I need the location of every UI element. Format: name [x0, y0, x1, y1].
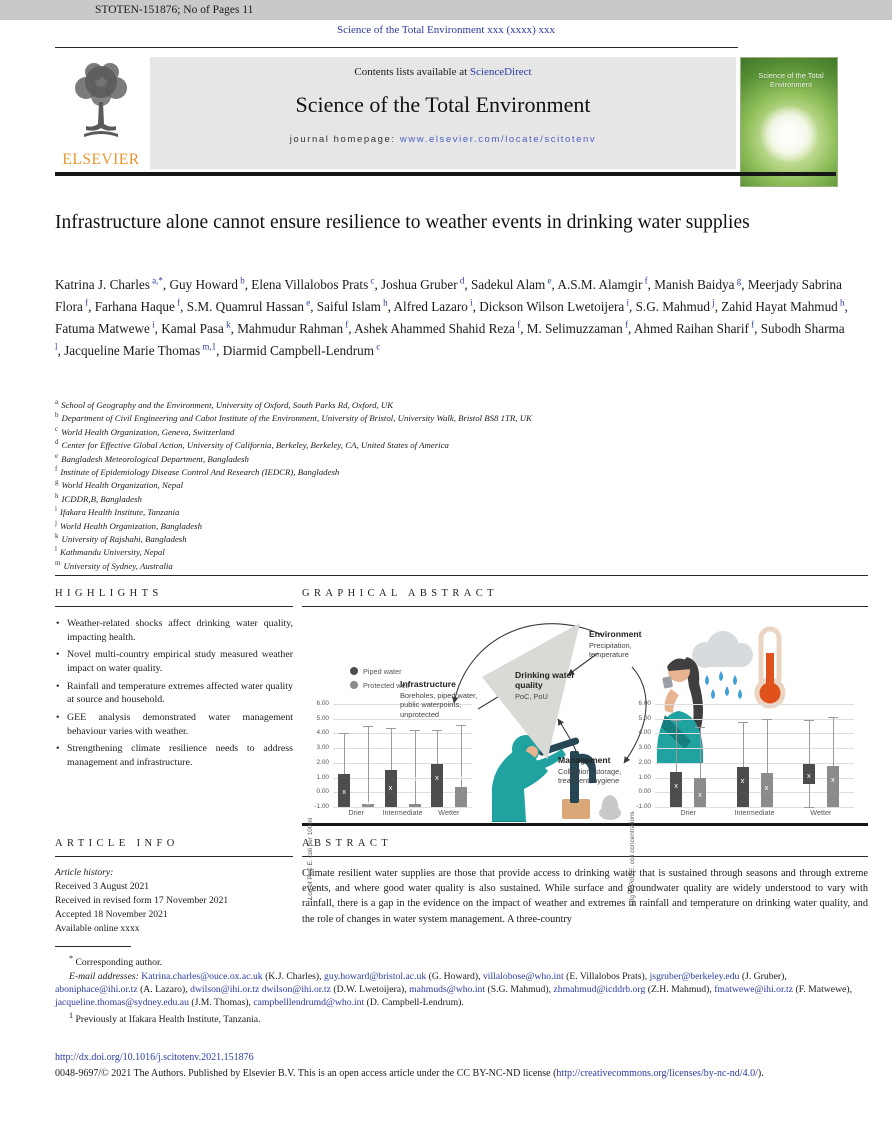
affiliation: $^d$ Center for Effective Global Action, University of California, Berkeley, Berkeley, CA, United States of America [55, 438, 449, 451]
rain-cloud-icon [692, 631, 753, 699]
footnote-rule [55, 946, 131, 947]
running-head-text: STOTEN-151876; No of Pages 11 [95, 4, 254, 16]
author: Diarmid Campbell-Lendrum $^c$ [222, 341, 381, 358]
article-info-heading: ARTICLE INFO [55, 838, 293, 857]
email-addresses: E-mail addresses: Katrina.charles@ouce.ox.ac.uk (K.J. Charles), guy.howard@bristol.ac.uk (G. Howard), villalobose@who.int (E. Villalobos Prats), jsgruber@berkeley.edu (J. Gruber), aboniphace@ihi.or.tz (A. Lazaro), dwilson@ihi.or.tz dwilson@ihi.or.tz (D.W. Lwetoijera), mahmuds@who.int (S.G. Mahmud), zhmahmud@icddrb.org (Z.H. Mahmud), fmatwewe@ihi.or.tz (F. Matwewe), jacqueline.thomas@sydney.edu.au (J.M. Thomas), campbelllendrumd@who.int (D. Campbell-Lendrum). [55, 970, 853, 1009]
article-history-label: Article history: [55, 867, 114, 878]
cover-title: Science of the Total Environment [758, 71, 824, 89]
affiliation: $^e$ Bangladesh Meteorological Department, Bangladesh [55, 451, 249, 464]
homepage-line [150, 134, 736, 145]
legend-dot-icon [350, 681, 358, 689]
elsevier-logo [55, 58, 147, 170]
author: Katrina J. Charles $^{a,*}$, [55, 276, 170, 293]
email-link[interactable]: fmatwewe@ihi.or.tz [714, 983, 794, 995]
author: Alfred Lazaro $^i$, [393, 297, 480, 315]
article-history [55, 866, 293, 936]
author: Mahmudur Rahman $^f$, [237, 319, 355, 336]
highlights-heading: HIGHLIGHTS [55, 588, 293, 607]
chart-legend [350, 667, 409, 695]
email-link[interactable]: zhmahmud@icddrb.org [553, 983, 646, 995]
poc-boxplot-chart: Log of PoC E. coli per 100ml 6.00 5.00 4.00 3.00 2.00 1.00 0.00 -1.00 Drier x x Intermediate x x Wetter x x [306, 700, 476, 820]
author: Saiful Islam $^h$, [316, 297, 394, 315]
history-item: Received in revised form 17 November 2021 [55, 894, 229, 906]
elsevier-wordmark: ELSEVIER [62, 151, 140, 168]
cover-art-blob [759, 106, 819, 162]
affiliation: $^f$ Institute of Epidemiology Disease Control And Research (IEDCR), Bangladesh [55, 465, 340, 477]
highlight-item: • Rainfall and temperature extremes affected water quality at source and household. [67, 680, 293, 707]
highlights-list [55, 617, 293, 770]
email-link[interactable]: campbelllendrumd@who.int [253, 997, 365, 1009]
abstract-rule [302, 823, 868, 826]
email-link[interactable]: aboniphace@ihi.or.tz [55, 983, 138, 995]
legend-dot-icon [350, 667, 358, 675]
email-link[interactable]: jacqueline.thomas@sydney.edu.au [55, 997, 189, 1009]
affiliation: $^j$ World Health Organization, Bangladesh [55, 518, 203, 531]
copyright-text: 0048-9697/© 2021 The Authors. Published by Elsevier B.V. This is an open access article under the CC BY-NC-ND license ( [55, 1068, 557, 1079]
pou-boxplot-chart: Log of PoU E. coli concentrations 6.00 5.00 4.00 3.00 2.00 1.00 0.00 -1.00 Drier x x Intermediate x x Wetter x x [628, 700, 858, 820]
affiliation-list [55, 398, 835, 572]
infrastructure-label [400, 679, 492, 719]
affiliation: $^a$ School of Geography and the Environment, University of Oxford, South Parks Rd, Oxford, UK [55, 398, 394, 410]
homepage-link[interactable]: www.elsevier.com/locate/scitotenv [399, 134, 597, 145]
corresponding-author-note: * Corresponding author. [69, 954, 163, 969]
history-item: Accepted 18 November 2021 [55, 908, 168, 920]
highlight-item: • Novel multi-country empirical study measured weather impact on water quality. [67, 648, 293, 675]
infrastructure-sub: Boreholes, piped water, public waterpoints, unprotected [400, 691, 478, 719]
email-link[interactable]: guy.howard@bristol.ac.uk [324, 970, 427, 982]
author: Meerjady Sabrina Flora $^f$, [55, 277, 842, 315]
homepage-prefix: journal homepage: [289, 134, 400, 145]
contents-line [150, 66, 736, 78]
author-list [55, 274, 850, 361]
author: Guy Howard $^b$, [169, 276, 252, 293]
author: Fatuma Matwewe $^i$, [55, 319, 162, 336]
highlight-item: • GEE analysis demonstrated water management behaviour varies with weather. [67, 711, 293, 738]
article-info-section [55, 838, 293, 936]
management-label [558, 755, 653, 786]
section-divider [55, 575, 868, 576]
infrastructure-title: Infrastructure [400, 679, 456, 689]
footnote-1-marker: 1 [69, 1010, 74, 1020]
elsevier-tree-icon [64, 58, 138, 144]
management-title: Management [558, 755, 611, 765]
abstract-heading: ABSTRACT [302, 838, 868, 857]
email-label: E-mail addresses: [69, 970, 139, 982]
journal-banner [150, 57, 736, 169]
journal-cover-thumbnail [740, 57, 838, 187]
asterisk: * [69, 954, 74, 963]
footnote-1: $^1$ Previously at Ifakara Health Institute, Tanzania. [69, 1010, 261, 1025]
thermometer-icon [757, 629, 783, 706]
affiliation: $^k$ University of Rajshahi, Bangladesh [55, 532, 187, 544]
graphical-abstract-heading: GRAPHICAL ABSTRACT [302, 588, 868, 607]
legend-item: Piped water [350, 667, 409, 676]
email-link[interactable]: jsgruber@berkeley.edu [649, 970, 740, 982]
history-item: Received 3 August 2021 [55, 880, 150, 892]
affiliation: $^m$ University of Sydney, Australia [55, 558, 173, 571]
dwq-title: Drinking water quality [515, 670, 575, 690]
affiliation: $^l$ Kathmandu University, Nepal [55, 545, 165, 558]
affiliation: $^h$ ICDDR,B, Bangladesh [55, 491, 142, 504]
author: Zahid Hayat Mahmud $^h$, [721, 297, 848, 315]
management-sub: Collection, storage, treatment, hygiene [558, 767, 622, 786]
banner-rule [55, 172, 836, 176]
author: S.M. Quamrul Hassan $^e$, [186, 297, 317, 315]
journal-title: Science of the Total Environment [295, 92, 591, 117]
author: Kamal Pasa $^k$, [161, 319, 238, 336]
dwq-sub: PoC, PoU [515, 692, 548, 701]
environment-sub: Precipitation, temperature [589, 641, 632, 660]
email-link[interactable]: mahmuds@who.int [409, 983, 486, 995]
author: Dickson Wilson Lwetoijera $^i$, [479, 297, 636, 315]
citation-line[interactable]: Science of the Total Environment xxx (xxxx) xxx [336, 24, 556, 36]
author: S.G. Mahmud $^j$, [635, 297, 722, 315]
running-head-bar [0, 0, 892, 20]
drinking-water-quality-label [515, 670, 595, 701]
license-link[interactable]: http://creativecommons.org/licenses/by-nc-nd/4.0/ [556, 1068, 758, 1079]
copyright-line: 0048-9697/© 2021 The Authors. Published by Elsevier B.V. This is an open access article under the CC BY-NC-ND license (http://creativecommons.org/licenses/by-nc-nd/4.0/). [55, 1068, 764, 1079]
environment-label [589, 629, 667, 660]
article-history-list [55, 880, 293, 936]
affiliation: $^g$ World Health Organization, Nepal [55, 478, 184, 491]
history-item: Available online xxxx [55, 922, 140, 934]
author: A.S.M. Alamgir $^f$, [557, 276, 655, 293]
abstract-section [302, 838, 868, 927]
author: M. Selimuzzaman $^f$, [526, 319, 634, 336]
author: Elena Villalobos Prats $^c$, [251, 276, 382, 293]
email-link[interactable]: dwilson@ihi.or.tz dwilson@ihi.or.tz [190, 983, 331, 995]
abstract-text: Climate resilient water supplies are those that provide access to drinking water that is sustained through seasons and through extreme events, and where good water quality is also sustained. While surface and groundwater quality are widely understood to vary with rainfall, there is a gap in the evidence on the impact of weather and extremes in rainfall and temperature on drinking water quality, and the role of changes in water system management. A three-country [302, 868, 868, 925]
author: Joshua Gruber $^d$, [381, 276, 471, 293]
contents-prefix: Contents lists available at [354, 66, 470, 78]
email-link[interactable]: villalobose@who.int [482, 970, 564, 982]
author: Sadekul Alam $^e$, [470, 276, 558, 293]
doi-link[interactable]: http://dx.doi.org/10.1016/j.scitotenv.2021.151876 [55, 1052, 254, 1063]
author: Farhana Haque $^f$, [94, 297, 187, 315]
author: Subodh Sharma $^l$, [55, 320, 845, 358]
header-rule [55, 47, 738, 48]
footnotes [55, 953, 868, 1026]
affiliation: $^i$ Ifakara Health Institute, Tanzania [55, 505, 180, 518]
author: Jacqueline Marie Thomas $^{m,1}$, [64, 341, 223, 358]
legend-item: Protected well [350, 681, 409, 690]
sciencedirect-link[interactable]: ScienceDirect [469, 66, 532, 78]
email-link[interactable]: Katrina.charles@ouce.ox.ac.uk [141, 970, 263, 982]
highlight-item: • Weather-related shocks affect drinking water quality, impacting health. [67, 617, 293, 644]
highlight-item: • Strengthening climate resilience needs to address management and infrastructure. [67, 742, 293, 769]
author: Manish Baidya $^g$, [654, 276, 748, 293]
affiliation: $^c$ World Health Organization, Geneva, Switzerland [55, 424, 235, 437]
author: Ashek Ahammed Shahid Reza $^f$, [354, 319, 527, 336]
article-title: Infrastructure alone cannot ensure resilience to weather events in drinking water supplies [55, 212, 750, 233]
environment-title: Environment [589, 629, 642, 639]
author: Ahmed Raihan Sharif $^f$, [633, 319, 761, 336]
affiliation: $^b$ Department of Civil Engineering and Cabot Institute of the Environment, University of Bristol, University Walk, Bristol BS8 1TR, UK [55, 411, 532, 424]
highlights-section [55, 588, 293, 774]
